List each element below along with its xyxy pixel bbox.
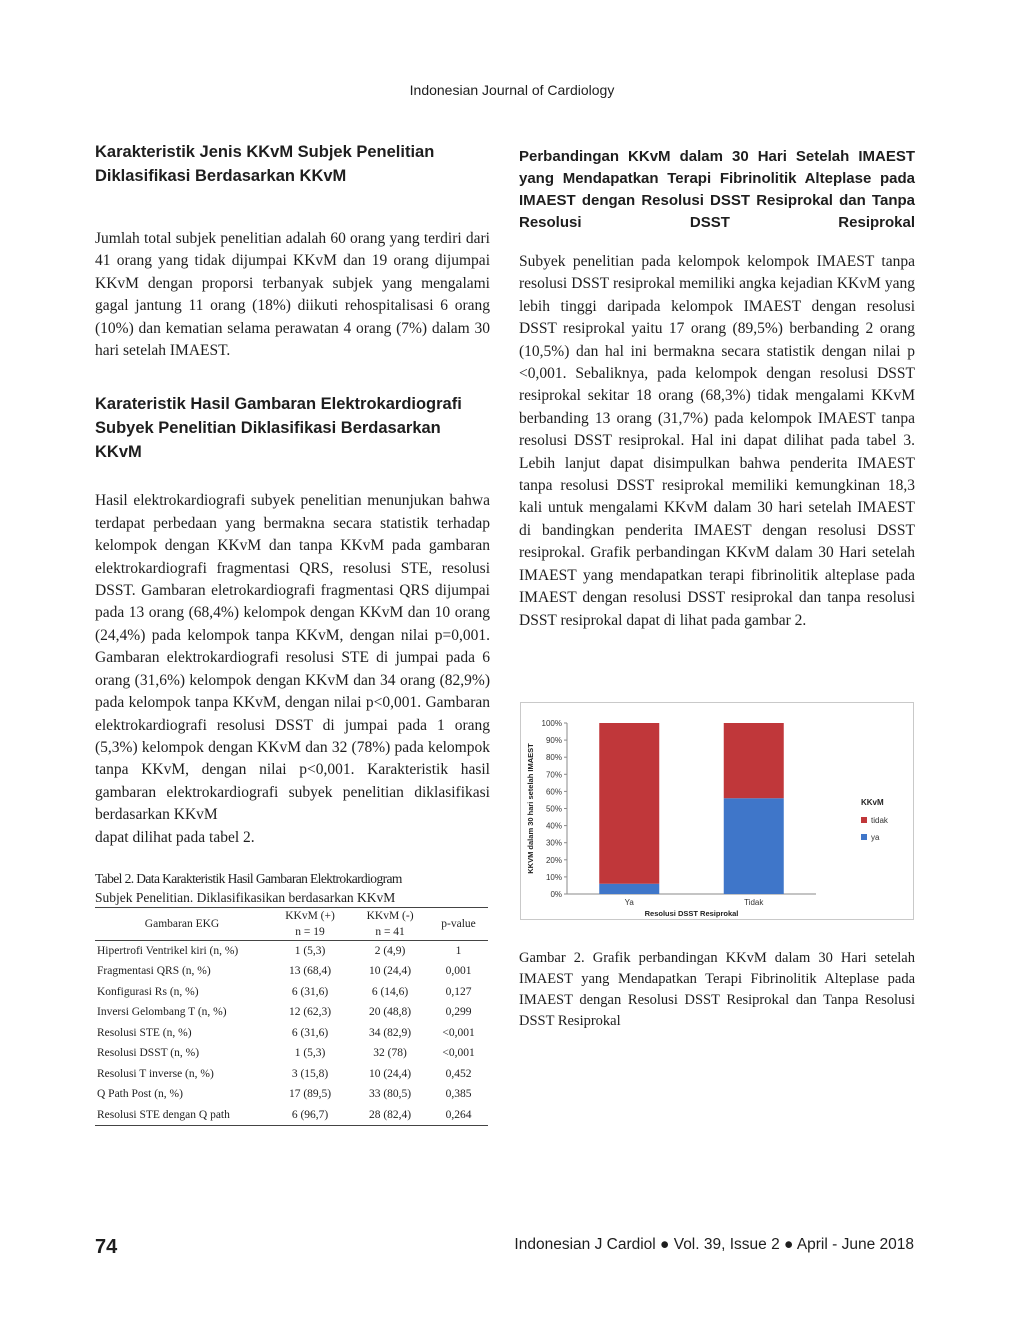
x-tick-label: Tidak [744, 898, 764, 907]
table-row [95, 1043, 488, 1064]
legend-swatch-ya [861, 834, 867, 840]
paragraph-ecg-results: Hasil elektrokardiografi subyek penelitian menunjukan bahwa terdapat perbedaan yang bermakna secara statistik terhadap kelompok dengan KKvM dan tanpa KKvM pada gambaran elektrokardiografi fragmentasi QRS, resolusi STE, resolusi DSST. Gambaran eletrokardiografi fragmentasi QRS dijumpai pada 13 orang (68,4%) kelompok dengan KKvM dan 10 orang (24,4%) pada kelompok tanpa KKvM, dengan nilai p=0,001. Gambaran elektrokardiografi resolusi STE di jumpai pada 6 orang (31,6%) kelompok dengan KKvM dan 34 orang (82,9%) pada kelompok tanpa KKvM, dengan nilai p<0,001. Gambaran elektrokardiografi resolusi DSST di jumpai pada 1 orang (5,3%) kelompok dengan KKvM dan 32 (78%) pada kelompok tanpa KKvM, dengan nilai p<0,001. Karakteristik hasil gambaran elektrokardiografi subyek penelitian diklasifikasi berdasarkan KKvM [95, 492, 490, 824]
stacked-bar-chart [521, 703, 913, 919]
table-row [95, 1064, 488, 1085]
table-cell-value: 28 (82,4) [351, 1105, 429, 1126]
bar-tidak-tidak [724, 723, 784, 798]
table-row [95, 940, 488, 961]
table-cell-label: Konfigurasi Rs (n, %) [97, 985, 199, 998]
legend-label-tidak: tidak [871, 816, 888, 825]
y-axis-label: KKVM dalam 30 hari setelah IMAEST [526, 743, 535, 874]
table-row [95, 1002, 488, 1023]
y-tick-label: 20% [545, 855, 562, 865]
y-tick-label: 90% [545, 736, 562, 746]
left-column [95, 140, 490, 1126]
table-cell-value: 0,385 [445, 1088, 472, 1101]
table-cell-value: 17 (89,5) [288, 1088, 332, 1101]
bar-ya-tidak [724, 798, 784, 894]
table-header-ecg: Gambaran EKG [95, 907, 269, 940]
x-tick-label: Ya [624, 898, 634, 907]
table-cell-label: Resolusi STE dengan Q path [95, 1105, 269, 1126]
table-row [95, 1023, 488, 1044]
table-header-n-neg: n = 41 [351, 924, 429, 941]
y-tick-label: 50% [545, 804, 562, 814]
legend-title: KKvM [861, 798, 884, 807]
legend-swatch-tidak [861, 817, 867, 823]
legend-label-ya: ya [871, 833, 880, 842]
table-cell-value: 0,299 [445, 1006, 472, 1019]
table-cell-value: 0,264 [429, 1105, 488, 1126]
paragraph-subject-characteristics: Jumlah total subjek penelitian adalah 60 orang yang terdiri dari 41 orang yang tidak dijumpai KKvM dan 19 orang dijumpai KKvM dengan proporsi terbanyak subjek yang mengalami gagal jantung 11 orang (18%) diikuti rehospitalisasi 6 orang (10%) dan kematian selama perawatan 4 orang (7%) dalam 30 hari setelah IMAEST. [95, 230, 490, 360]
bar-ya-ya [599, 884, 659, 894]
table-cell-value: 3 (15,8) [291, 1067, 329, 1080]
table-header-kkvm-neg: KKvM (-) [351, 907, 429, 924]
table-cell-value: 34 (82,9) [368, 1026, 412, 1039]
figure-2-chart [520, 702, 914, 920]
y-tick-label: 40% [545, 821, 562, 831]
table-cell-label: Hipertrofi Ventrikel kiri (n, %) [97, 944, 239, 957]
table-caption-line2: Subjek Penelitian. Diklasifikasikan berdasarkan KKvM [95, 889, 396, 905]
table-cell-value: 6 (31,6) [291, 985, 329, 998]
table-header-pvalue: p-value [429, 907, 488, 940]
ecg-table [95, 907, 488, 1127]
table-header-kkvm-pos: KKvM (+) [269, 907, 351, 924]
y-tick-label: 30% [545, 838, 562, 848]
figure-caption: Gambar 2. Grafik perbandingan KKvM dalam 30 Hari setelah IMAEST yang Mendapatkan Terapi Fibrinolitik Alteplase pada IMAEST dengan Resolusi DSST Resiprokal dan Tanpa Resolusi DSST Resiprokal [519, 950, 915, 1029]
y-tick-label: 100% [541, 719, 562, 728]
page-number: 74 [95, 1236, 118, 1258]
table-cell-label: Resolusi T inverse (n, %) [97, 1067, 214, 1080]
table-row [95, 1105, 488, 1126]
table-cell-value: 10 (24,4) [368, 965, 412, 978]
table-cell-label: Resolusi STE (n, %) [97, 1026, 192, 1039]
table-cell-value: 6 (96,7) [269, 1105, 351, 1126]
table-caption: Tabel 2. Data Karakteristik Hasil Gambaran Elektrokardiogram [95, 870, 402, 886]
x-axis-label: Resolusi DSST Resiprokal [644, 909, 739, 918]
table-cell-value: <0,001 [442, 1026, 475, 1039]
table-cell-label: Resolusi DSST (n, %) [97, 1047, 200, 1060]
y-tick-label: 0% [550, 890, 562, 899]
table-cell-value: 2 (4,9) [374, 944, 406, 957]
table-cell-value: 1 (5,3) [294, 1047, 326, 1060]
section-heading-kkvm-characteristics: Karakteristik Jenis KKvM Subjek Penelitian Diklasifikasi Berdasarkan KKvM [95, 143, 435, 185]
table-row [95, 1084, 488, 1105]
table-cell-value: 0,452 [445, 1067, 472, 1080]
table-cell-label: Inversi Gelombang T (n, %) [97, 1006, 227, 1019]
table-cell-value: 12 (62,3) [288, 1006, 332, 1019]
table-cell-label: Q Path Post (n, %) [97, 1088, 183, 1101]
table-cell-value: 6 (14,6) [371, 985, 409, 998]
paragraph-ecg-results-end: dapat dilihat pada tabel 2. [95, 828, 255, 846]
y-tick-label: 80% [545, 753, 562, 763]
section-heading-ecg-characteristics: Karateristik Hasil Gambaran Elektrokardiografi Subyek Penelitian Diklasifikasi Berdasarkan KKvM [95, 395, 462, 462]
running-head: Indonesian Journal of Cardiology [409, 82, 615, 98]
bar-tidak-ya [599, 723, 659, 884]
table-cell-value: 10 (24,4) [368, 1067, 412, 1080]
right-column [519, 146, 915, 632]
table-cell-value: 13 (68,4) [288, 965, 332, 978]
footer-journal-info: Indonesian J Cardiol ● Vol. 39, Issue 2 ● April - June 2018 [514, 1236, 914, 1253]
table-cell-value: 0,127 [445, 985, 472, 998]
section-heading-kkvm-comparison: Perbandingan KKvM dalam 30 Hari Setelah IMAEST yang Mendapatkan Terapi Fibrinolitik Alteplase pada IMAEST dengan Resolusi DSST Resiprokal dan Tanpa Resolusi DSST Resiprokal [519, 148, 915, 231]
table-cell-value: 6 (31,6) [291, 1026, 329, 1039]
y-tick-label: 10% [545, 872, 562, 882]
y-tick-label: 70% [545, 770, 562, 780]
paragraph-comparison: Subyek penelitian pada kelompok kelompok IMAEST tanpa resolusi DSST resiprokal memiliki angka kejadian KKvM yang lebih tinggi daripada kelompok IMAEST dengan resolusi DSST resiprokal yaitu 17 orang (89,5%) berbanding 2 orang (10,5%) dan hal ini bermakna secara statistik dengan nilai p <0,001. Sebaliknya, pada kelompok dengan resolusi DSST resiprokal sekitar 18 orang (68,3%) tidak mengalami KKvM berbanding 13 orang (31,7%) pada kelompok IMAEST tanpa resolusi DSST resiprokal. Hal ini dapat dilihat pada tabel 3. Lebih lanjut dapat disimpulkan bahwa penderita IMAEST tanpa resolusi DSST resiprokal memiliki kemungkinan 18,3 kali untuk mengalami KKvM dalam 30 hari setelah IMAEST di bandingkan penderita IMAEST dengan resolusi DSST resiprokal. Grafik perbandingan KKvM dalam 30 Hari setelah IMAEST yang mendapatkan terapi fibrinolitik alteplase pada IMAEST dengan resolusi DSST resiprokal dan tanpa resolusi DSST resiprokal dapat di lihat pada gambar 2. [519, 253, 915, 629]
table-cell-label: Fragmentasi QRS (n, %) [97, 965, 211, 978]
table-cell-value: 33 (80,5) [368, 1088, 412, 1101]
table-header-n-pos: n = 19 [269, 924, 351, 941]
y-tick-label: 60% [545, 787, 562, 797]
table-cell-value: 0,001 [445, 965, 472, 978]
table-cell-value: 32 (78) [373, 1047, 407, 1060]
table-cell-value: 1 [455, 944, 462, 957]
table-row [95, 982, 488, 1003]
table-row [95, 961, 488, 982]
table-cell-value: 20 (48,8) [368, 1006, 412, 1019]
table-cell-value: <0,001 [442, 1047, 475, 1060]
table-cell-value: 1 (5,3) [294, 944, 326, 957]
